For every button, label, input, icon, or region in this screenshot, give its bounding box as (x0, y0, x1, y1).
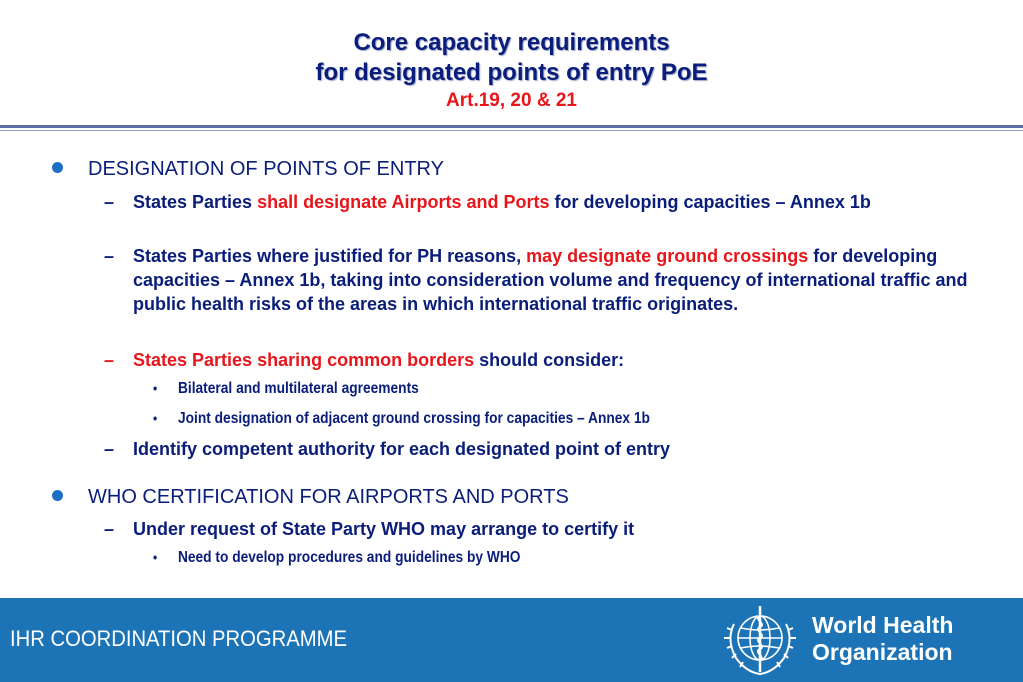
bullet-icon: • (153, 410, 158, 426)
item-text: for developing capacities – Annex 1b (549, 192, 871, 212)
item-text: Identify competent authority for each designated point of entry (133, 439, 671, 459)
bullet-dot-icon (52, 162, 63, 173)
bullet-icon: • (153, 380, 158, 396)
dash-icon: – (104, 192, 115, 212)
item-text: for developing capacities – Annex 1b, taking into consideration volume and frequency of international traffic and public health risks of the areas in which international traffic originates. (133, 246, 968, 314)
item-highlight: shall designate Airports and Ports (257, 192, 550, 212)
item-text: Under request of State Party WHO may arrange to certify it (133, 519, 635, 539)
who-wordmark (812, 612, 953, 666)
who-emblem-icon (720, 600, 800, 680)
item-highlight: may designate ground crossings (526, 246, 809, 266)
header-divider (0, 125, 1023, 128)
dash-icon: – (104, 246, 115, 266)
dash-icon: – (104, 350, 115, 370)
dash-icon: – (104, 519, 115, 539)
title-articles: Art.19, 20 & 21 (446, 90, 577, 111)
item-highlight: States Parties sharing common borders (133, 350, 475, 370)
bullet-dot-icon (52, 490, 63, 501)
title-line-1: Core capacity requirements (353, 29, 670, 56)
section-heading: WHO CERTIFICATION FOR AIRPORTS AND PORTS (88, 486, 569, 508)
bullet-icon: • (153, 549, 158, 565)
dash-icon: – (104, 439, 115, 459)
programme-name: IHR COORDINATION PROGRAMME (10, 626, 347, 651)
item-text: States Parties (133, 192, 258, 212)
sub-item-text: Need to develop procedures and guidelines by WHO (177, 549, 521, 566)
sub-item-text: Bilateral and multilateral agreements (177, 380, 419, 397)
item-text: should consider: (474, 350, 625, 370)
item-text: States Parties where justified for PH reasons, (133, 246, 527, 266)
header-divider-thin (0, 130, 1023, 131)
who-wordmark-line1: World Health (812, 612, 954, 638)
title-line-2: for designated points of entry PoE (315, 59, 708, 86)
section-heading: DESIGNATION OF POINTS OF ENTRY (88, 158, 444, 180)
who-wordmark-line2: Organization (812, 639, 953, 665)
sub-item-text: Joint designation of adjacent ground crossing for capacities – Annex 1b (177, 410, 650, 427)
slide-title (0, 28, 1023, 114)
